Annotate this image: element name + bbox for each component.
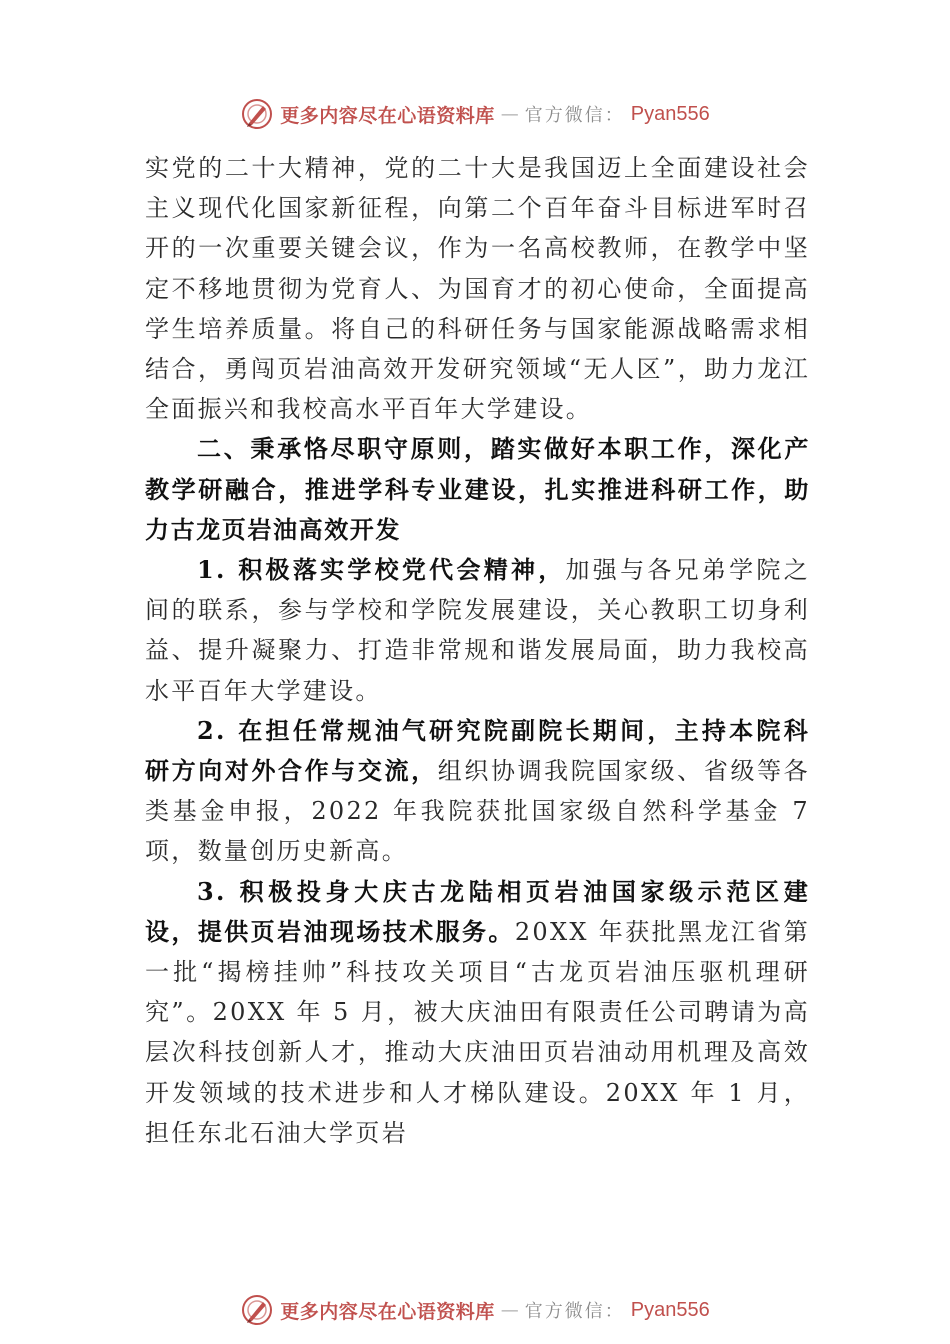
pen-nib-logo-icon (240, 1293, 274, 1327)
banner-wechat-label: 官方微信： (524, 105, 625, 126)
banner-wechat-id: Pyan556 (630, 1298, 710, 1321)
header-banner (0, 94, 950, 134)
list-item-3-text: 20XX 年获批黑龙江省第一批“揭榜挂帅”科技攻关项目“古龙页岩油压驱机理研究”。20XX 年 5 月，被大庆油田有限责任公司聘请为高层次科技创新人才，推动大庆油田页岩油动用机理及高效开发领域的技术进步和人才梯队建设。20XX 年 1 月，担任东北石油大学页岩 (145, 917, 810, 1147)
list-item-2 (145, 711, 810, 872)
banner-wechat-id: Pyan556 (630, 102, 710, 125)
list-item-1 (145, 550, 810, 711)
banner-wechat-label: 官方微信： (524, 1301, 625, 1322)
banner-brand: 更多内容尽在心语资料库 (280, 1300, 495, 1323)
pen-nib-logo-icon (240, 97, 274, 131)
paragraph-continuation: 实党的二十大精神，党的二十大是我国迈上全面建设社会主义现代化国家新征程，向第二个百年奋斗目标进军时召开的一次重要关键会议，作为一名高校教师，在教学中坚定不移地贯彻为党育人、为国育才的初心使命，全面提高学生培养质量。将自己的科研任务与国家能源战略需求相结合，勇闯页岩油高效开发研究领域“无人区”，助力龙江全面振兴和我校高水平百年大学建设。 (145, 154, 810, 424)
banner-brand: 更多内容尽在心语资料库 (280, 104, 495, 127)
list-item-2-text: 组织协调我院国家级、省级等各类基金申报，2022 年我院获批国家级自然科学基金 7 项，数量创历史新高。 (145, 757, 810, 866)
section-heading-2: 二、秉承恪尽职守原则，踏实做好本职工作，深化产教学研融合，推进学科专业建设，扎实推进科研工作，助力古龙页岩油高效开发 (145, 434, 810, 544)
document-body (145, 148, 810, 1153)
footer-banner (0, 1290, 950, 1330)
list-item-1-text: 加强与各兄弟学院之间的联系，参与学校和学院发展建设，关心教职工切身利益、提升凝聚力、打造非常规和谐发展局面，助力我校高水平百年大学建设。 (145, 556, 810, 705)
banner-separator: — (500, 1299, 519, 1321)
list-item-3-lead: 3. 积极投身大庆古龙陆相页岩油国家级示范区建设，提供页岩油现场技术服务。 (145, 876, 810, 946)
list-item-1-lead: 1. 积极落实学校党代会精神， (197, 555, 566, 585)
list-item-3 (145, 872, 810, 1153)
banner-separator: — (500, 103, 519, 125)
list-item-2-lead: 2. 在担任常规油气研究院副院长期间，主持本院科研方向对外合作与交流， (145, 715, 810, 786)
